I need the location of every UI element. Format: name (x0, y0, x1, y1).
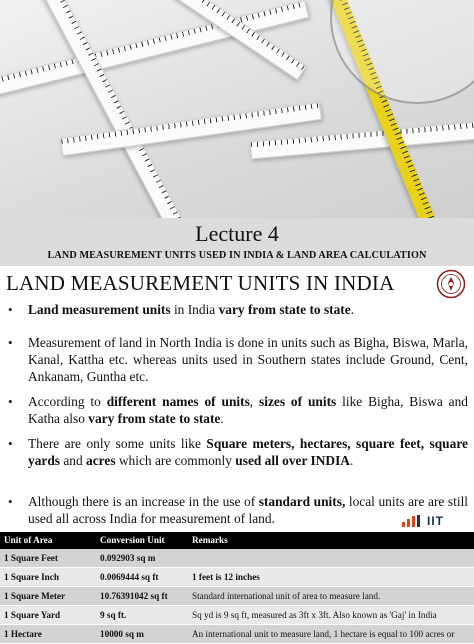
remarks-cell: 1 feet is 12 inches (188, 568, 474, 587)
logo-text: IIT (427, 514, 444, 528)
bullet-run: According to (28, 394, 107, 409)
hero-photo-rulers (0, 0, 474, 218)
bullet-emphasis: Land measurement units (28, 302, 171, 317)
column-header: Remarks (188, 532, 474, 549)
protractor (330, 0, 474, 104)
section-heading-row (0, 266, 474, 301)
column-header: Unit of Area (0, 532, 96, 549)
bullet-run: . (350, 302, 355, 317)
bullet-run: Although there is an increase in the use of (28, 494, 259, 509)
unit-cell: 1 Square Yard (0, 606, 96, 625)
conversion-cell: 9 sq ft. (96, 606, 188, 625)
unit-cell: 1 Hectare (0, 625, 96, 644)
table-row (0, 549, 474, 568)
bullet-run: in India (170, 302, 219, 317)
table-row (0, 606, 474, 625)
table-row (0, 568, 474, 587)
bullet-run: . (349, 453, 354, 468)
bullet-run: There are only some units like (28, 436, 207, 451)
bullet-text (28, 435, 468, 469)
lecture-subtitle: LAND MEASUREMENT UNITS USED IN INDIA & LAND AREA CALCULATION (47, 250, 427, 261)
bullet-text (28, 334, 468, 385)
iit-logo (402, 514, 464, 528)
bullet-run: Measurement of land in North India is done in units such as Bigha, Biswa, Marla, Kanal, Kattha etc. whereas units used in Southern states include Ground, Cent, Ankanam, Guntha etc. (28, 335, 468, 384)
bullet-emphasis: standard units, (258, 494, 346, 509)
section-heading: LAND MEASUREMENT UNITS IN INDIA (6, 271, 395, 295)
bullet-dot: • (8, 335, 13, 350)
unit-cell: 1 Square Feet (0, 549, 96, 568)
bullet-emphasis: vary from state to state (218, 302, 351, 317)
bullet-emphasis: used all over INDIA (235, 453, 350, 468)
column-header: Conversion Unit (96, 532, 188, 549)
conversion-cell: 10.76391042 sq ft (96, 587, 188, 606)
unit-cell: 1 Square Inch (0, 568, 96, 587)
bullet-emphasis: different names of units (106, 394, 250, 409)
institute-seal-icon (436, 269, 466, 299)
bullet-dot: • (8, 302, 13, 317)
bullet-text (28, 393, 468, 427)
title-band (0, 218, 474, 266)
folding-ruler (32, 0, 190, 218)
bullet-run: local units are are still used all across India for measurement of land. (28, 494, 469, 526)
table-row (0, 625, 474, 644)
bullet-text (28, 301, 468, 318)
logo-mark-icon (402, 515, 424, 527)
conversion-cell: 0.092903 sq m (96, 549, 188, 568)
bullet-emphasis: acres (86, 453, 116, 468)
bullet-run: which are commonly (115, 453, 236, 468)
unit-cell: 1 Square Meter (0, 587, 96, 606)
lecture-title: Lecture 4 (195, 221, 279, 246)
bullet-dot: • (8, 436, 13, 451)
table-row (0, 587, 474, 606)
remarks-cell: Sq yd is 9 sq ft, measured as 3ft x 3ft. Also known as 'Gaj' in India (188, 606, 474, 625)
bullet-run: . (220, 411, 224, 426)
table-header-row (0, 532, 474, 549)
remarks-cell (188, 549, 474, 568)
bullet-run: and (60, 453, 87, 468)
conversion-cell: 10000 sq m (96, 625, 188, 644)
bullet-emphasis: vary from state to state (88, 411, 221, 426)
bullet-dot: • (8, 394, 13, 409)
bullet-dot: • (8, 494, 13, 509)
bullet-emphasis: sizes of units (259, 394, 337, 409)
bullet-emphasis: Square meters, hectares, square feet, square yards (28, 436, 468, 468)
bullet-run: like Bigha, Biswa and Katha also (28, 394, 468, 426)
units-table (0, 532, 474, 644)
conversion-cell: 0.0069444 sq ft (96, 568, 188, 587)
remarks-cell: Standard international unit of area to measure land. (188, 587, 474, 606)
bullet-run: , (249, 394, 260, 409)
remarks-cell: An international unit to measure land, 1 hectare is equal to 100 acres or (188, 625, 474, 644)
